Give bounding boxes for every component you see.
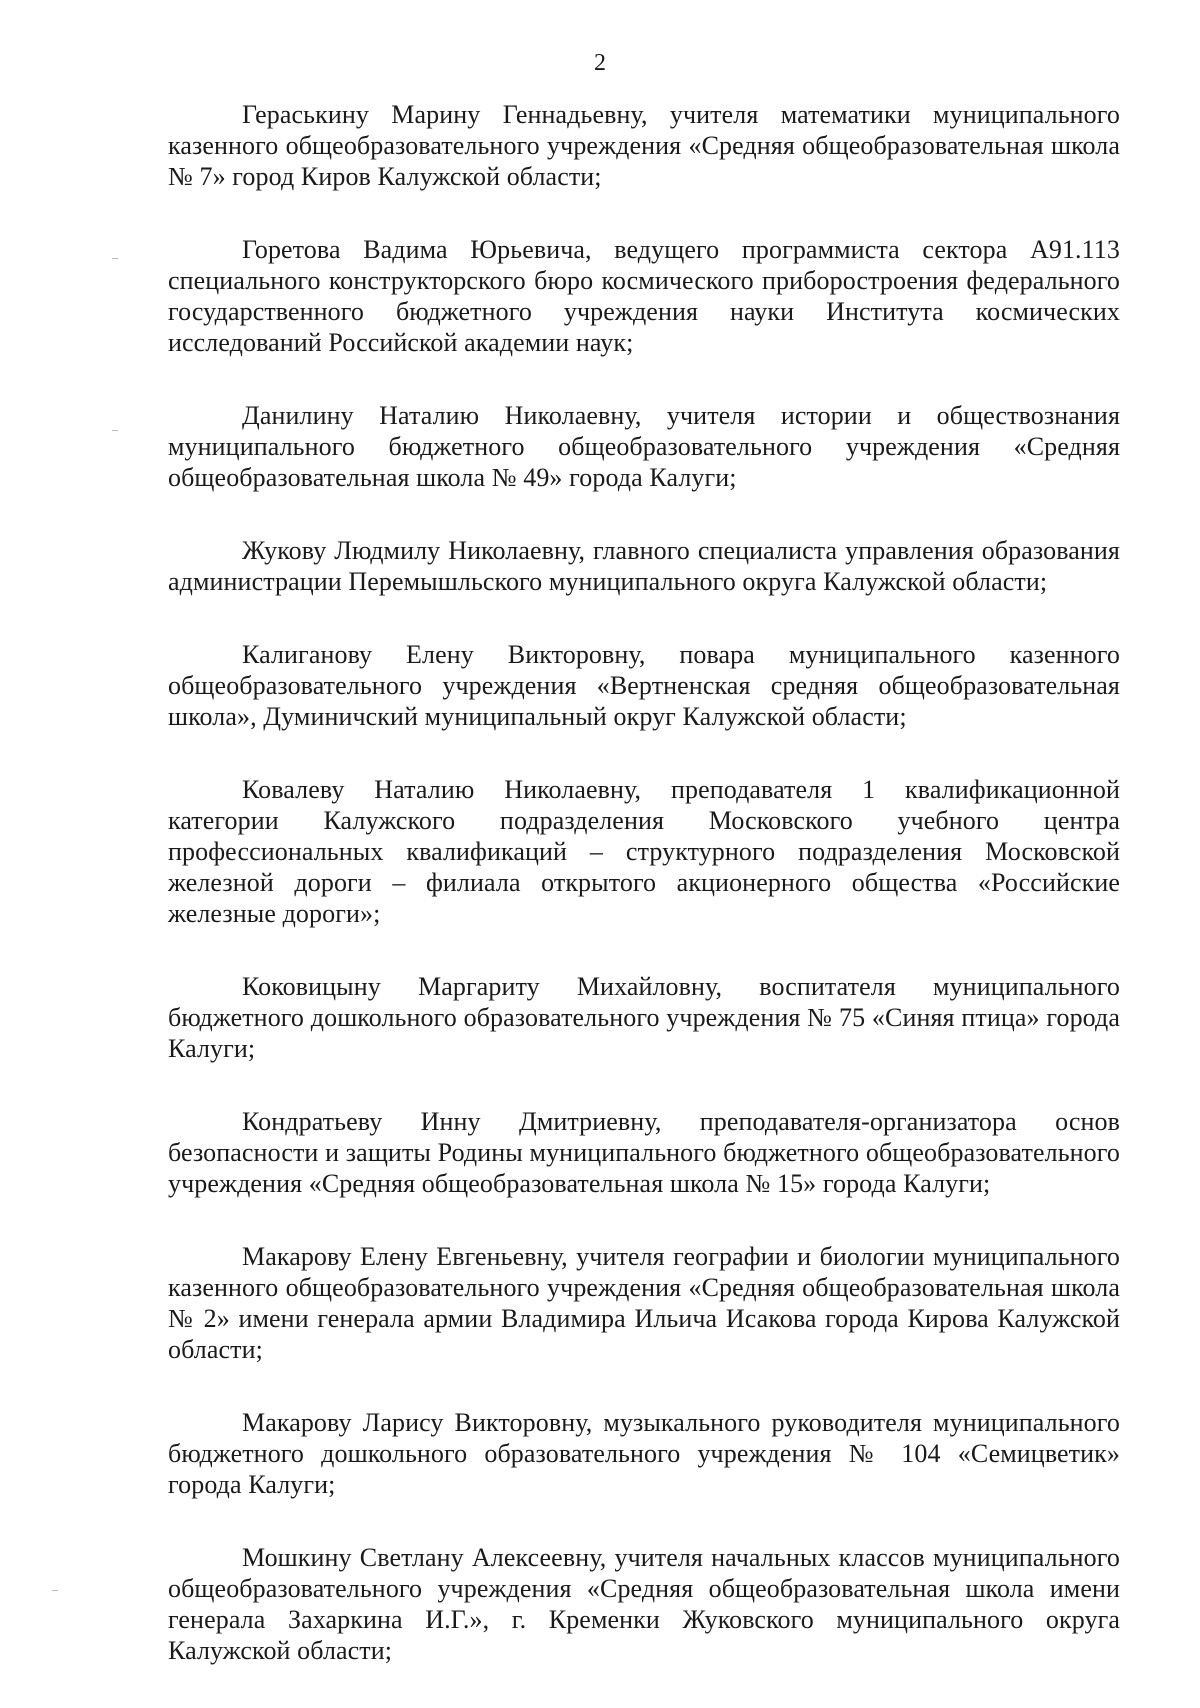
entry-text: Ковалеву Наталию Николаевну, преподавателя 1 квалификационной категории Калужского подразделения Московского учебного центра профессиональных квалификаций – структурного подразделения Московской железной дороги – филиала открытого акционерного общества «Российские железные дороги»; [168,775,1120,928]
document-body [168,99,1120,1708]
entry-text: Кондратьеву Инну Дмитриевну, преподавателя-организатора основ безопасности и защиты Родины муниципального бюджетного общеобразовательного учреждения «Средняя общеобразовательная школа № 15» города Калуги; [168,1107,1120,1198]
award-entry [168,639,1120,732]
entry-text: Калиганову Елену Викторовну, повара муниципального казенного общеобразовательного учреждения «Вертненская средняя общеобразовательная школа», Думиничский муниципальный округ Калужской области; [168,640,1120,731]
award-entry [168,1106,1120,1199]
entry-text: Макарову Елену Евгеньевну, учителя географии и биологии муниципального казенного общеобразовательного учреждения «Средняя общеобразовательная школа № 2» имени генерала армии Владимира Ильича Исакова города Кирова Калужской области; [168,1242,1120,1364]
entry-text: Данилину Наталию Николаевну, учителя истории и обществознания муниципального бюджетного общеобразовательного учреждения «Средняя общеобразовательная школа № 49» города Калуги; [168,401,1120,492]
award-entry [168,1241,1120,1365]
award-entry [168,400,1120,493]
award-entry [168,774,1120,929]
award-entry [168,971,1120,1064]
scan-speck [52,1590,58,1591]
scan-speck [112,430,118,431]
page-number: 2 [594,50,606,76]
entry-text: Коковицыну Маргариту Михайловну, воспитателя муниципального бюджетного дошкольного образовательного учреждения № 75 «Синяя птица» города Калуги; [168,972,1120,1063]
entry-text: Макарову Ларису Викторовну, музыкального руководителя муниципального бюджетного дошкольного образовательного учреждения № 104 «Семицветик» города Калуги; [168,1408,1120,1499]
award-entry [168,535,1120,597]
entry-text: Гераськину Марину Геннадьевну, учителя математики муниципального казенного общеобразовательного учреждения «Средняя общеобразовательная школа № 7» город Киров Калужской области; [168,100,1120,191]
entry-text: Жукову Людмилу Николаевну, главного специалиста управления образования администрации Перемышльского муниципального округа Калужской области; [168,536,1120,596]
award-entry [168,234,1120,358]
scan-speck [112,258,118,259]
award-entry [168,1407,1120,1500]
award-entry [168,99,1120,192]
entry-text: Горетова Вадима Юрьевича, ведущего программиста сектора А91.113 специального конструкторского бюро космического приборостроения федерального государственного бюджетного учреждения науки Института космических исследований Российской академии наук; [168,235,1120,357]
entry-text: Мошкину Светлану Алексеевну, учителя начальных классов муниципального общеобразовательного учреждения «Средняя общеобразовательная школа имени генерала Захаркина И.Г.», г. Кременки Жуковского муниципального округа Калужской области; [168,1543,1120,1665]
award-entry [168,1542,1120,1666]
